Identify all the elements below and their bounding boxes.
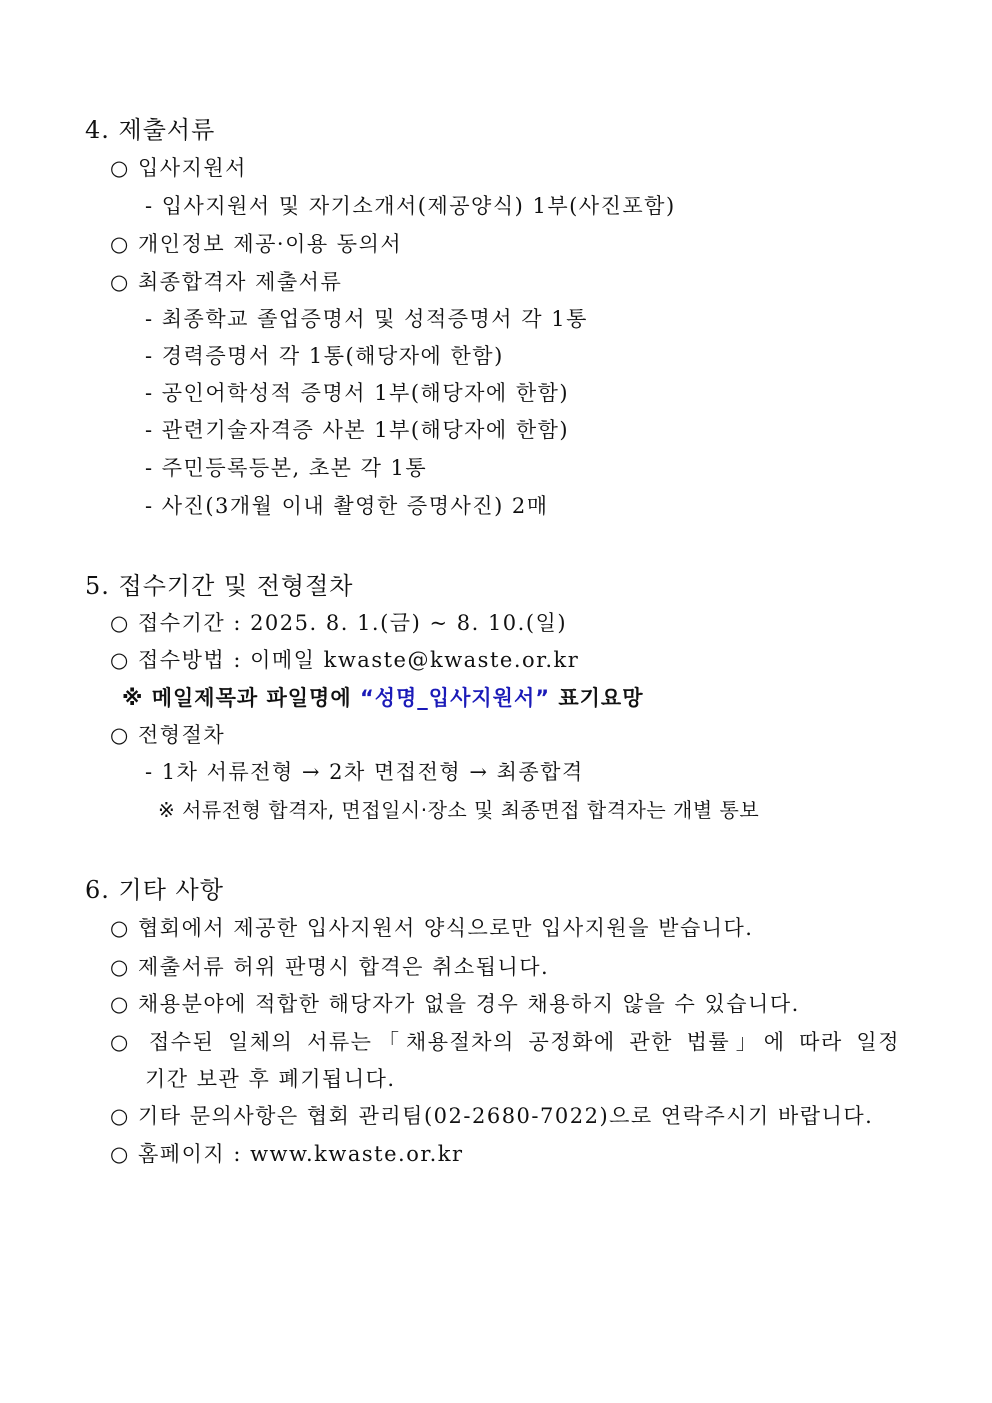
item-homepage: ○ 홈페이지 : www.kwaste.or.kr [110,1142,464,1166]
email-note-prefix: ※ 메일제목과 파일명에 [122,686,352,710]
item-application-form: ○ 입사지원서 [110,156,247,180]
item-application-form-only: ○ 협회에서 제공한 입사지원서 양식으로만 입사지원을 받습니다. [110,916,754,940]
item-career-certificate: - 경력증명서 각 1통(해당자에 한함) [145,344,504,368]
item-no-suitable-candidate: ○ 채용분야에 적합한 해당자가 없을 경우 채용하지 않을 수 있습니다. [110,992,800,1016]
email-note-highlight: “성명_입사지원서” [359,686,551,710]
item-privacy-consent: ○ 개인정보 제공·이용 동의서 [110,232,403,256]
item-reception-method: ○ 접수방법 : 이메일 kwaste@kwaste.or.kr [110,648,580,672]
item-graduation-certificate: - 최종학교 졸업증명서 및 성적증명서 각 1통 [145,307,588,331]
email-subject-note [122,682,644,712]
procedure-note: ※ 서류전형 합격자, 면접일시·장소 및 최종면접 합격자는 개별 통보 [158,798,760,822]
email-note-suffix: 표기요망 [558,686,644,710]
item-contact-inquiry: ○ 기타 문의사항은 협회 관리팀(02-2680-7022)으로 연락주시기 바랍니다. [110,1104,874,1128]
item-procedure-steps: - 1차 서류전형 → 2차 면접전형 → 최종합격 [145,760,584,784]
item-resident-registration: - 주민등록등본, 초본 각 1통 [145,456,428,480]
item-reception-period: ○ 접수기간 : 2025. 8. 1.(금) ~ 8. 10.(일) [110,611,568,635]
section-5-heading: 5. 접수기간 및 전형절차 [85,572,354,600]
item-photo: - 사진(3개월 이내 촬영한 증명사진) 2매 [145,494,549,518]
section-6-heading: 6. 기타 사항 [85,876,224,904]
item-false-documents: ○ 제출서류 허위 판명시 합격은 취소됩니다. [110,955,550,979]
item-application-form-detail: - 입사지원서 및 자기소개서(제공양식) 1부(사진포함) [145,194,676,218]
section-4-heading: 4. 제출서류 [85,116,216,144]
item-language-certificate: - 공인어학성적 증명서 1부(해당자에 한함) [145,381,570,405]
item-final-documents: ○ 최종합격자 제출서류 [110,270,343,294]
item-document-retention-cont: 기간 보관 후 폐기됩니다. [145,1067,396,1091]
item-procedure: ○ 전형절차 [110,723,226,747]
item-technical-license: - 관련기술자격증 사본 1부(해당자에 한함) [145,418,570,442]
item-document-retention: ○ 접수된 일체의 서류는「채용절차의 공정화에 관한 법률」에 따라 일정 [110,1030,900,1054]
